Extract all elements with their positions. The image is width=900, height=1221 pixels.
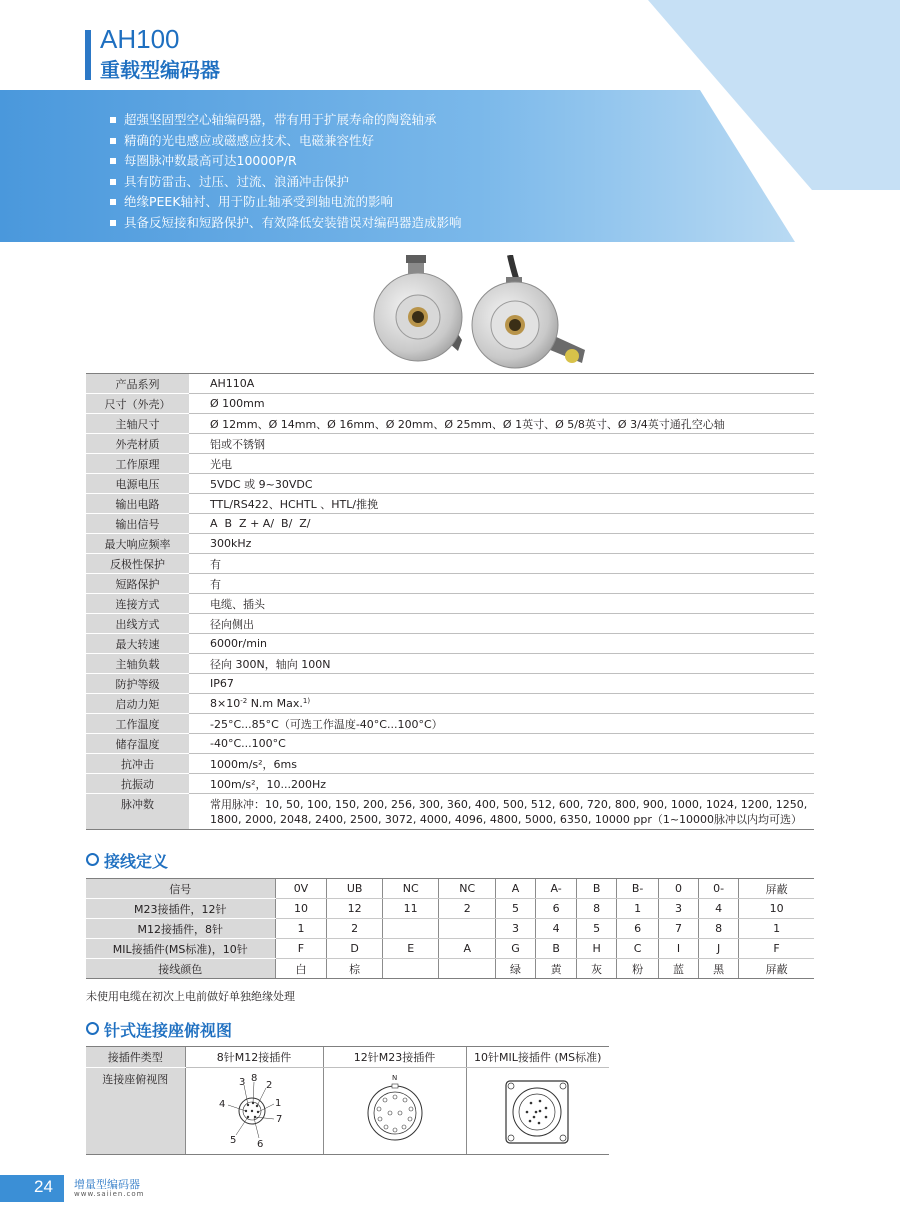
connector-type: 8针M12接插件 [185,1047,323,1068]
m23-pinout [323,1068,466,1155]
pulse-line: 1800, 2000, 2048, 2400, 2500, 3072, 4000, 4096, 4800, 5000, 6350, 10000 ppr（1~10000脉冲以内均可选） [210,812,803,826]
connector-type: 10针MIL接插件 (MS标准) [466,1047,609,1068]
wiring-cell: A [496,879,536,899]
wiring-cell [382,919,439,939]
wiring-cell: UB [327,879,383,899]
spec-row [86,614,814,634]
m12-pinout-diagram [204,1071,304,1151]
wiring-cell: NC [382,879,439,899]
m12-pinout [185,1068,323,1155]
spec-value: 铝或不锈钢 [189,434,814,454]
spec-row [86,434,814,454]
pulse-line: 常用脉冲：10, 50, 100, 150, 200, 256, 300, 360, 400, 500, 512, 600, 720, 800, 900, 1000, 1024, 1200, 1250, [210,797,808,811]
wiring-cell: B [536,939,577,959]
spec-value: IP67 [189,674,814,694]
wiring-row [86,919,814,939]
spec-label: 防护等级 [86,674,189,694]
spec-row [86,494,814,514]
m23-pinout-diagram [345,1071,445,1151]
spec-value: 径向 300N，轴向 100N [189,654,814,674]
torque-base: 8×10 [210,697,241,710]
wiring-cell: 2 [327,919,383,939]
spec-row [86,774,814,794]
wiring-table [86,878,814,979]
spec-value: 光电 [189,454,814,474]
m12-pin-label: 2 [266,1080,273,1091]
spec-label: 工作温度 [86,714,189,734]
wiring-cell: 5 [577,919,617,939]
spec-label: 输出信号 [86,514,189,534]
m12-pin-label: 1 [275,1098,282,1109]
wiring-row [86,899,814,919]
wiring-cell: 屏蔽 [739,959,814,979]
spec-row [86,374,814,394]
feature-item: 具备反短接和短路保护、有效降低安装错误对编码器造成影响 [110,213,462,234]
spec-value [189,794,814,830]
spec-row [86,794,814,830]
spec-row [86,694,814,714]
footer-url: www.saiien.com [74,1190,145,1198]
wiring-cell: 8 [699,919,739,939]
wiring-cell [382,959,439,979]
spec-label: 电源电压 [86,474,189,494]
wiring-cell: 1 [739,919,814,939]
connector-type-label: 接插件类型 [86,1047,185,1068]
section-bullet-icon [86,1022,99,1035]
connector-table [86,1046,609,1155]
page-number-badge [0,1175,64,1202]
feature-item: 绝缘PEEK轴衬、用于防止轴承受到轴电流的影响 [110,192,462,213]
wiring-cell: 棕 [327,959,383,979]
spec-label: 短路保护 [86,574,189,594]
spec-label: 储存温度 [86,734,189,754]
wiring-note: 未使用电缆在初次上电前做好单独绝缘处理 [86,990,295,1003]
spec-value: Ø 12mm、Ø 14mm、Ø 16mm、Ø 20mm、Ø 25mm、Ø 1英寸、Ø 5/8英寸、Ø 3/4英寸通孔空心轴 [189,414,814,434]
wiring-row-label: 接线颜色 [86,959,275,979]
spec-label: 主轴尺寸 [86,414,189,434]
spec-value: 5VDC 或 9~30VDC [189,474,814,494]
wiring-cell: D [327,939,383,959]
wiring-cell: B [577,879,617,899]
wiring-cell: 黄 [536,959,577,979]
spec-label: 主轴负载 [86,654,189,674]
wiring-cell: 3 [659,899,699,919]
wiring-cell [439,919,496,939]
spec-value: 300kHz [189,534,814,554]
spec-value: AH110A [189,374,814,394]
wiring-cell: 10 [275,899,327,919]
wiring-row [86,879,814,899]
connector-title: 针式连接座俯视图 [104,1021,233,1040]
wiring-cell: I [659,939,699,959]
spec-label: 工作原理 [86,454,189,474]
wiring-cell: J [699,939,739,959]
feature-item: 精确的光电感应或磁感应技术、电磁兼容性好 [110,131,462,152]
wiring-cell: 4 [699,899,739,919]
product-name: 重载型编码器 [100,58,220,82]
wiring-cell: 0- [699,879,739,899]
wiring-row [86,959,814,979]
wiring-cell: 蓝 [659,959,699,979]
mil-pinout [466,1068,609,1155]
spec-value [189,694,814,714]
wiring-cell: 6 [617,919,659,939]
spec-label: 最大响应频率 [86,534,189,554]
spec-row [86,414,814,434]
spec-table [86,373,814,830]
wiring-cell: F [275,939,327,959]
wiring-row-label: MIL接插件(MS标准)，10针 [86,939,275,959]
spec-value: 有 [189,574,814,594]
footer-section: 增量型编码器 [74,1178,140,1191]
spec-row [86,574,814,594]
spec-value: -40°C...100°C [189,734,814,754]
spec-value: A B Z + A/ B/ Z/ [189,514,814,534]
connector-view-label: 连接座俯视图 [86,1068,185,1155]
mil-pinout-diagram [488,1071,588,1151]
torque-exponent: -2 [240,697,248,705]
wiring-cell: C [617,939,659,959]
wiring-cell: A [439,939,496,959]
wiring-cell: NC [439,879,496,899]
m12-pin-label: 4 [219,1099,226,1110]
wiring-cell: 粉 [617,959,659,979]
spec-label: 脉冲数 [86,794,189,830]
spec-label: 输出电路 [86,494,189,514]
wiring-cell: 1 [275,919,327,939]
spec-label: 尺寸（外壳） [86,394,189,414]
wiring-cell: 绿 [496,959,536,979]
wiring-cell: 7 [659,919,699,939]
wiring-cell: H [577,939,617,959]
m12-pin-label: 7 [276,1114,283,1125]
wiring-title: 接线定义 [104,852,169,871]
spec-label: 外壳材质 [86,434,189,454]
wiring-row [86,939,814,959]
spec-row [86,654,814,674]
feature-list [110,110,462,233]
footnote-marker: 1) [302,697,311,705]
spec-value: 电缆、插头 [189,594,814,614]
wiring-row-label: M12接插件，8针 [86,919,275,939]
spec-value: TTL/RS422、HCHTL 、HTL/推挽 [189,494,814,514]
spec-row [86,714,814,734]
spec-row [86,514,814,534]
spec-row [86,394,814,414]
spec-value: 有 [189,554,814,574]
wiring-cell: 5 [496,899,536,919]
spec-label: 产品系列 [86,374,189,394]
m12-pin-label: 5 [230,1135,237,1146]
wiring-cell: E [382,939,439,959]
wiring-cell: 3 [496,919,536,939]
wiring-cell: 6 [536,899,577,919]
wiring-cell: G [496,939,536,959]
spec-label: 启动力矩 [86,694,189,714]
wiring-cell: 12 [327,899,383,919]
wiring-cell: 4 [536,919,577,939]
spec-row [86,554,814,574]
feature-item: 超强坚固型空心轴编码器，带有用于扩展寿命的陶瓷轴承 [110,110,462,131]
wiring-cell: B- [617,879,659,899]
m12-pin-label: 3 [239,1077,246,1088]
wiring-cell: 10 [739,899,814,919]
feature-item: 具有防雷击、过压、过流、浪涌冲击保护 [110,172,462,193]
section-bullet-icon [86,853,99,866]
m12-pin-label: 8 [251,1073,258,1084]
spec-label: 抗振动 [86,774,189,794]
wiring-cell: 黑 [699,959,739,979]
wiring-cell: 8 [577,899,617,919]
torque-unit: N.m Max. [247,697,303,710]
wiring-cell: 屏蔽 [739,879,814,899]
product-photo [370,255,600,373]
wiring-cell [439,959,496,979]
spec-row [86,734,814,754]
wiring-cell: 1 [617,899,659,919]
spec-row [86,594,814,614]
spec-value: 100m/s²，10...200Hz [189,774,814,794]
spec-label: 最大转速 [86,634,189,654]
spec-value: 径向侧出 [189,614,814,634]
spec-value: Ø 100mm [189,394,814,414]
spec-value: 1000m/s²，6ms [189,754,814,774]
wiring-cell: 灰 [577,959,617,979]
wiring-cell: F [739,939,814,959]
spec-value: 6000r/min [189,634,814,654]
spec-value: -25°C...85°C（可选工作温度-40°C...100°C） [189,714,814,734]
m12-pin-label: 6 [257,1139,264,1150]
wiring-cell: A- [536,879,577,899]
spec-label: 出线方式 [86,614,189,634]
spec-row [86,454,814,474]
page-number: 24 [34,1177,53,1196]
spec-label: 抗冲击 [86,754,189,774]
spec-row [86,534,814,554]
connector-type: 12针M23接插件 [323,1047,466,1068]
wiring-row-label: M23接插件，12针 [86,899,275,919]
title-accent-bar [85,30,91,80]
m23-key-label: N [391,1074,397,1082]
wiring-row-label: 信号 [86,879,275,899]
spec-label: 连接方式 [86,594,189,614]
spec-row [86,674,814,694]
feature-item: 每圈脉冲数最高可达10000P/R [110,151,462,172]
spec-row [86,634,814,654]
spec-label: 反极性保护 [86,554,189,574]
wiring-cell: 11 [382,899,439,919]
wiring-cell: 白 [275,959,327,979]
spec-row [86,754,814,774]
spec-row [86,474,814,494]
wiring-cell: 2 [439,899,496,919]
wiring-cell: 0 [659,879,699,899]
wiring-cell: 0V [275,879,327,899]
product-model: AH100 [100,24,180,54]
